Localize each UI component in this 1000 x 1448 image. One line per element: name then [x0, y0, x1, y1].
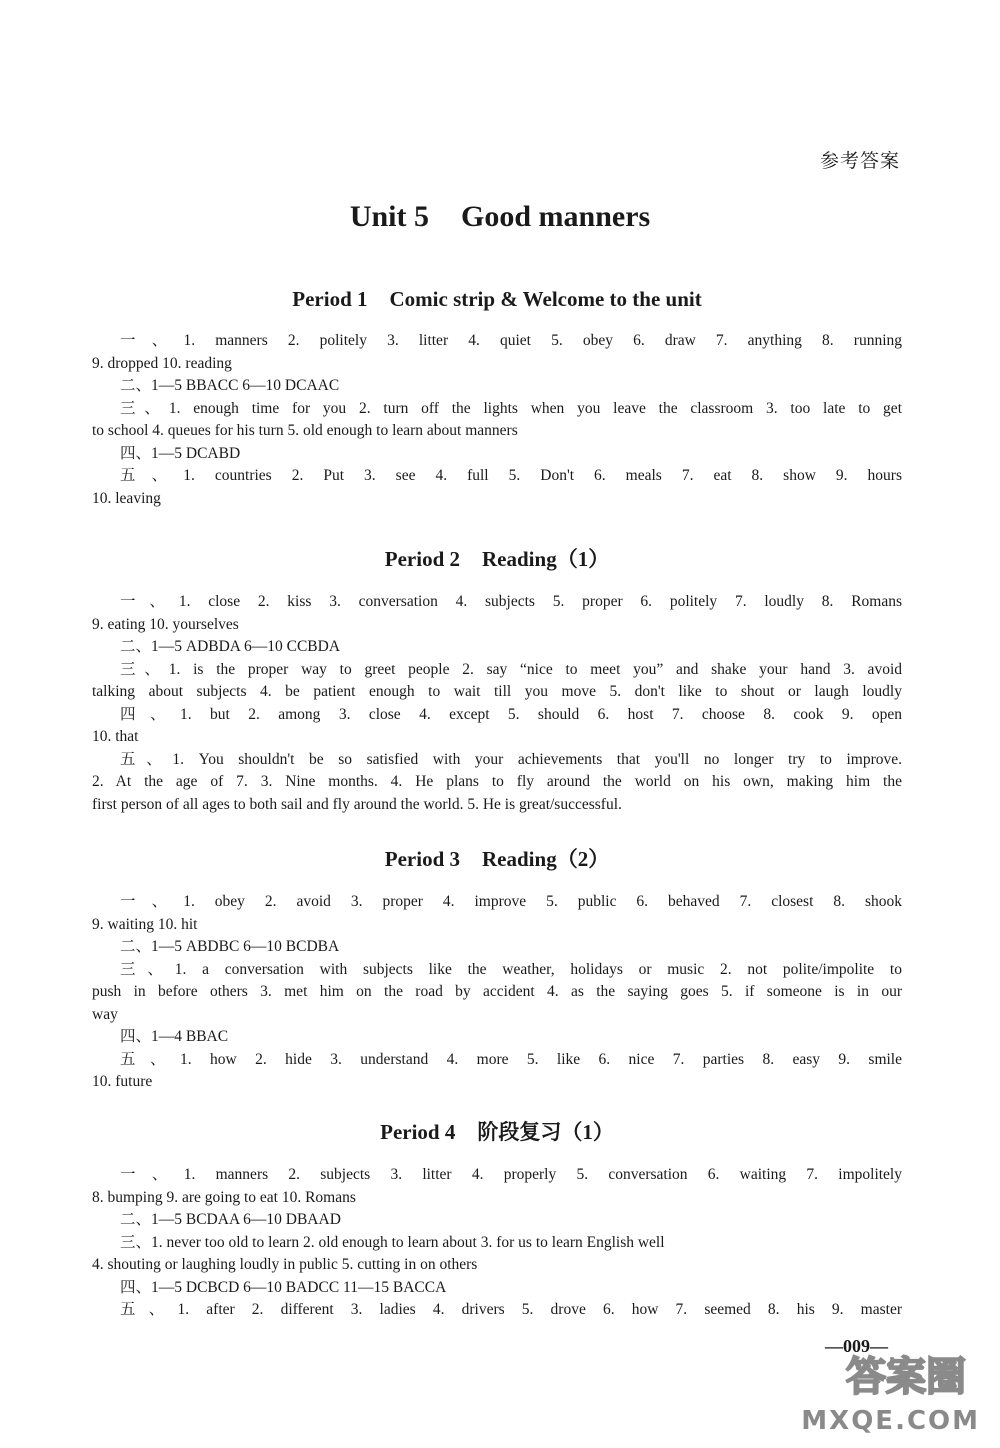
answer-line: to school 4. queues for his turn 5. old enough to learn about manners	[92, 422, 518, 439]
answer-line: 四、1—5 DCBCD 6—10 BADCC 11—15 BACCA	[120, 1278, 447, 1296]
answer-line: 二、1—5 BBACC 6—10 DCAAC	[120, 377, 340, 394]
unit-name: Good manners	[461, 200, 651, 233]
answer-line: 五、1. You shouldn't be so satisfied with your achievements that you'll no longer try to improve.	[120, 750, 902, 768]
answer-line: 五、1. countries 2. Put 3. see 4. full 5. Don't 6. meals 7. eat 8. show 9. hours	[120, 467, 902, 484]
period-2-title: Period 2 Reading（1）	[384, 547, 610, 571]
answer-line: push in before others 3. met him on the road by accident 4. as the saying goes 5. if someone is in our	[92, 983, 902, 1000]
answer-line: 五、1. how 2. hide 3. understand 4. more 5. like 6. nice 7. parties 8. easy 9. smile	[120, 1050, 902, 1068]
period-1-section	[92, 287, 902, 510]
answer-line: 三、1. a conversation with subjects like the weather, holidays or music 2. not polite/impolite to	[120, 960, 902, 978]
answer-line: 四、1—5 DCABD	[120, 444, 241, 462]
period-4-answers	[92, 1164, 902, 1322]
answer-line: 2. At the age of 7. 3. Nine months. 4. He plans to fly around the world on his own, making him the	[92, 773, 902, 790]
period-4-section	[92, 1116, 902, 1322]
period-3-title: Period 3 Reading（2）	[384, 847, 610, 871]
answer-line: first person of all ages to both sail and fly around the world. 5. He is great/successful.	[92, 795, 622, 813]
answer-line: 10. leaving	[92, 489, 161, 507]
answer-line: 二、1—5 BCDAA 6—10 DBAAD	[120, 1211, 341, 1228]
answer-line: 三、1. enough time for you 2. turn off the lights when you leave the classroom 3. too late to get	[120, 399, 902, 417]
watermark-url-text: MXQE.COM	[801, 1406, 980, 1436]
page-number: —009—	[825, 1336, 888, 1356]
period-2-answers	[92, 591, 902, 816]
watermark-cn-text: 答案圈	[846, 1354, 966, 1400]
answer-line: 9. eating 10. yourselves	[92, 615, 239, 633]
period-3-answers	[92, 891, 902, 1094]
period-1-answers	[92, 330, 902, 510]
answer-line: 三、1. is the proper way to greet people 2. say “nice to meet you” and shake your hand 3. avoid	[120, 660, 902, 678]
unit-title	[0, 200, 1000, 234]
period-3-section	[92, 843, 902, 1094]
answer-line: 10. that	[92, 728, 139, 745]
answer-line: 4. shouting or laughing loudly in public 5. cutting in on others	[92, 1256, 478, 1273]
answer-key-label: 参考答案	[819, 150, 900, 172]
watermark-logo	[758, 1342, 988, 1442]
period-4-title: Period 4 阶段复习（1）	[380, 1120, 614, 1144]
answer-line: 一、1. close 2. kiss 3. conversation 4. subjects 5. proper 6. politely 7. loudly 8. Romans	[120, 593, 902, 610]
answer-line: 四、1. but 2. among 3. close 4. except 5. should 6. host 7. choose 8. cook 9. open	[120, 705, 902, 723]
answer-line: 四、1—4 BBAC	[120, 1028, 229, 1045]
answer-line: 9. dropped 10. reading	[92, 354, 232, 372]
period-1-title: Period 1 Comic strip & Welcome to the unit	[292, 287, 702, 311]
answer-line: 一、1. manners 2. subjects 3. litter 4. properly 5. conversation 6. waiting 7. impolitely	[120, 1166, 902, 1183]
answer-line: way	[92, 1005, 118, 1023]
unit-number: Unit 5	[349, 200, 429, 233]
answer-line: talking about subjects 4. be patient enough to wait till you move 5. don't like to shout or laugh loudly	[92, 683, 902, 700]
answer-line: 一、1. obey 2. avoid 3. proper 4. improve 5. public 6. behaved 7. closest 8. shook	[120, 893, 902, 910]
answer-line: 8. bumping 9. are going to eat 10. Romans	[92, 1188, 356, 1206]
answer-line: 10. future	[92, 1073, 153, 1090]
answer-line: 二、1—5 ADBDA 6—10 CCBDA	[120, 638, 341, 655]
answer-line: 一、1. manners 2. politely 3. litter 4. quiet 5. obey 6. draw 7. anything 8. running	[120, 332, 902, 349]
answer-line: 9. waiting 10. hit	[92, 915, 198, 933]
period-2-section	[92, 543, 902, 816]
answer-line: 三、1. never too old to learn 2. old enough to learn about 3. for us to learn English well	[120, 1233, 665, 1251]
answer-line: 二、1—5 ABDBC 6—10 BCDBA	[120, 938, 340, 955]
answer-line: 五、1. after 2. different 3. ladies 4. drivers 5. drove 6. how 7. seemed 8. his 9. master	[120, 1301, 902, 1318]
